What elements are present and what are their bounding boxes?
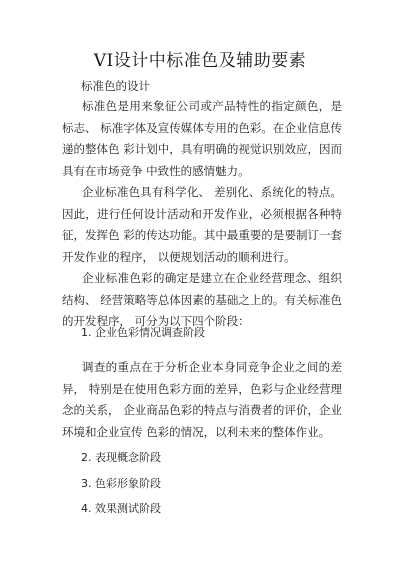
paragraph-survey-focus: 调查的重点在于分析企业本身同竞争企业之间的差异， 特别是在使用色彩方面的差异，色彩与企业经营理念的关系， 企业商品色彩的特点与消费者的评价，企业环境和企业宣传 色彩的情况，以利未来的整体作业。 xyxy=(62,360,342,439)
paragraph-development-process: 企业标准色彩的确定是建立在企业经营理念、组织结构、 经营策略等总体因素的基础之上的。有关标准色的开发程序， 可分为以下四个阶段： xyxy=(62,271,342,328)
step-4: 4. 效果测试阶段 xyxy=(81,502,161,515)
paragraph-standard-color-definition: 标准色是用来象征公司或产品特性的指定颜色，是标志、 标准字体及宣传媒体专用的色彩。在企业信息传递的整体色 彩计划中，具有明确的视觉识别效应，因而具有在市场竞争 中致性的感情魅力。 xyxy=(62,99,342,178)
step-3: 3. 色彩形象阶段 xyxy=(81,477,161,490)
paragraph-standard-color-features: 企业标准色具有科学化、 差别化、系统化的特点。因此，进行任何设计活动和开发作业，必须根据各种特征，发挥色 彩的传达功能。其中最重要的是要制订一套开发作业的程序， 以便规划活动的顺利进行。 xyxy=(62,185,342,264)
document-title: VI设计中标准色及辅助要素 xyxy=(93,51,307,71)
step-2: 2. 表现概念阶段 xyxy=(81,451,161,464)
step-1: 1. 企业色彩情况调查阶段 xyxy=(81,326,205,339)
section-heading: 标准色的设计 xyxy=(81,79,150,93)
